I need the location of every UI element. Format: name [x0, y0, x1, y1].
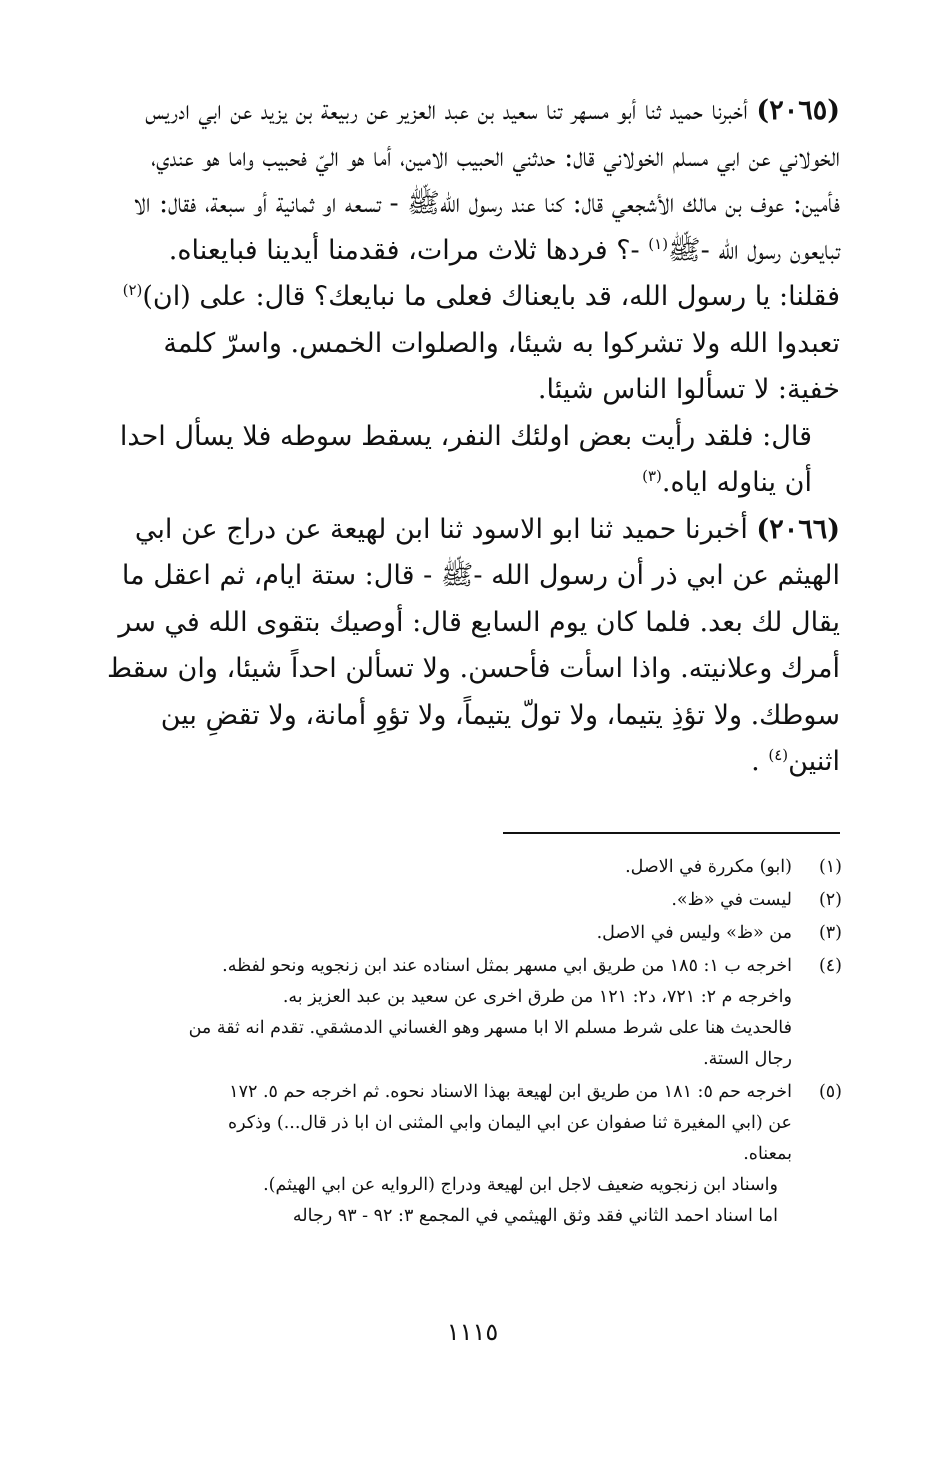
text-line: أخبرنا حميد ثنا أبو مسهر تنا سعيد بن عبد العزير عن — [366, 95, 748, 126]
text-line: -؟ فردها ثلاث — [487, 234, 640, 266]
footnote-marker: (٣) — [642, 467, 662, 485]
footnote-text: (ابو) مكررة في الاصل. — [625, 857, 792, 877]
paragraph-qala — [105, 414, 840, 507]
text-line: ابي الهيثم عن ابي ذر أن رسول الله -ﷺ - قال: ستة ايام، ثم اعقل — [134, 513, 840, 591]
footnote-marker: (٢) — [122, 281, 143, 299]
page-number: ١١١٥ — [446, 1318, 499, 1346]
text-line: أمرك وعلانيته. واذا اسأت فأحسن. ولا تسألن احداً شيئا، وان سقط — [107, 653, 840, 684]
footnote-text: واسناد ابن زنجويه ضعيف لاجل ابن لهيعة ودراج (الروايه عن ابي الهيثم). — [263, 1175, 778, 1195]
footnote-text: ليست في «ظ». — [671, 890, 792, 910]
footnote-text: فالحديث هنا على شرط مسلم الا ابا مسهر وهو الغساني الدمشقي. تقدم انه ثقة من — [188, 1018, 792, 1038]
footnote-text: واخرجه م ٢: ٧٢١، د٢: ١٢١ من طرق اخرى عن سعيد بن عبد العزيز به. — [282, 987, 792, 1007]
text-line: أو سبعة، فقال: الا تبايعون رسول الله -ﷺ — [133, 188, 840, 266]
text-line: تعبدوا الله ولا تشركوا به شيئا، — [507, 327, 840, 359]
text-end: . — [751, 746, 760, 777]
hadith-2066 — [105, 507, 840, 786]
footnote-number: (٤) — [818, 956, 842, 976]
text-line: والصلوات الخمس. واسرّ كلمة خفية: لا تسألوا الناس شيئا. — [163, 327, 840, 405]
text-line: اثنين — [788, 746, 840, 777]
footnote-3 — [100, 918, 842, 949]
main-text — [105, 88, 840, 786]
text-line: حدثني الحبيب الامين، أما هو اليّ فحبيب واما هو عندي، فأمين: — [150, 141, 840, 219]
text-line: مرات، فقدمنا أيدينا فبايعناه. فقلنا: يا رسول الله، قد بايعناك فعلى — [168, 234, 840, 312]
hadith-number: (٢٠٦٥) — [756, 95, 840, 126]
footnote-number: (٣) — [818, 923, 842, 943]
hadith-number: (٢٠٦٦) — [756, 513, 840, 545]
footnote-marker: (٤) — [768, 746, 789, 764]
footnote-text: بمعناه. — [743, 1144, 792, 1164]
footnote-number: (٢) — [818, 890, 842, 910]
text-line: عوف بن مالك الأشجعي قال: كنا عند رسول اللهﷺ - تسعه او ثمانية — [275, 188, 785, 219]
hadith-2065 — [105, 88, 840, 414]
text-line: ما نبايعك؟ قال: على (ان) — [142, 281, 427, 312]
footnote-number: (١) — [818, 857, 842, 877]
footnote-text: اخرجه حم ٥: ١٨١ من طريق ابن لهيعة بهذا الاسناد نحوه. ثم اخرجه حم ٥. ١٧٢ — [229, 1082, 792, 1102]
footnote-text: اما اسناد احمد الثاني فقد وثق الهيثمي في المجمع ٣: ٩٢ - ٩٣ رجاله — [292, 1206, 778, 1226]
footnote-1 — [100, 852, 842, 883]
footnote-4 — [100, 951, 842, 1075]
text-line: ربيعة بن يزيد عن ابي ادريس الخولاني عن ابي مسلم الخولاني قال: — [145, 95, 840, 173]
footnote-marker: (١) — [648, 234, 669, 253]
text-line: أخبرنا حميد ثنا ابو الاسود ثنا ابن لهيعة عن دراج عن — [180, 513, 748, 545]
footnote-2 — [100, 885, 842, 916]
footnote-text: عن (ابي المغيرة ثنا صفوان عن ابي اليمان وابي المثنى ان ابا ذر قال...) وذكره — [227, 1113, 792, 1133]
text-line: سوطك. ولا تؤذِ يتيما، ولا تولّ يتيماً، ولا تؤوِ أمانة، ولا تقضِ بين — [160, 699, 840, 731]
footnote-text: رجال الستة. — [703, 1049, 792, 1069]
text-line: أن يناوله اياه. — [661, 467, 812, 498]
footnote-separator — [503, 832, 840, 834]
footnotes — [100, 852, 842, 1234]
text-line: ما يقال لك بعد. فلما كان يوم السابع قال: أوصيك بتقوى الله في سر — [118, 560, 840, 638]
footnote-text: من «ظ» وليس في الاصل. — [596, 923, 792, 943]
footnote-number: (٥) — [818, 1082, 842, 1102]
footnote-5 — [100, 1077, 842, 1232]
footnote-text: اخرجه ب ١: ١٨٥ من طريق ابي مسهر بمثل اسناده عند ابن زنجويه ونحو لفظه. — [222, 956, 792, 976]
text-line: قال: فلقد رأيت بعض اولئك النفر، يسقط سوطه فلا يسأل احدا — [119, 420, 812, 452]
